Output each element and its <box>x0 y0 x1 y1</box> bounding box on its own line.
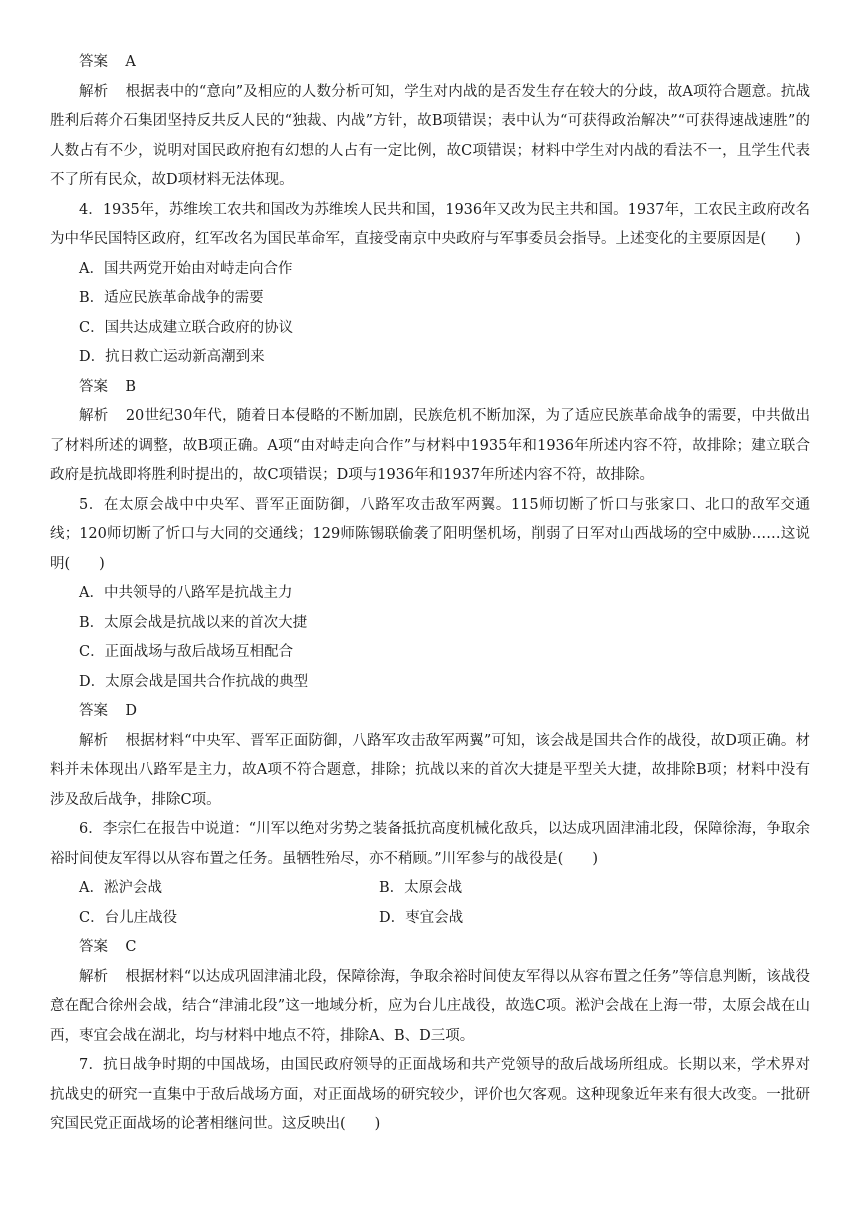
q6-analysis <box>50 963 810 1052</box>
answer-label: 答案 <box>79 54 108 70</box>
q5-option-b: B．太原会战是抗战以来的首次大捷 <box>79 614 308 631</box>
q4-stem: 4．1935年，苏维埃工农共和国改为苏维埃人民共和国，1936年又改为民主共和国。1937年，工农民主政府改名为中华民国特区政府，红军改名为国民革命军，直接受南京中央政府与军事委员会指导。上述变化的主要原因是( ) <box>50 201 810 247</box>
q4-analysis <box>50 402 810 491</box>
q5-option-d: D．太原会战是国共合作抗战的典型 <box>79 673 309 690</box>
q3-analysis <box>50 78 810 196</box>
q5-stem: 5．在太原会战中中央军、晋军正面防御，八路军攻击敌军两翼。115师切断了忻口与张家口、北口的敌军交通线；120师切断了忻口与大同的交通线；129师陈锡联偷袭了阳明堡机场，削弱了日军对山西战场的空中威胁……这说明( ) <box>50 496 810 572</box>
q6-stem: 6．李宗仁在报告中说道：“川军以绝对劣势之装备抵抗高度机械化敌兵，以达成巩固津浦北段，保障徐海，争取余裕时间使友军得以从容布置之任务。虽牺牲殆尽，亦不稍顾。”川军参与的战役是( ) <box>50 821 810 867</box>
q3-answer <box>50 48 810 78</box>
analysis-label: 解析 <box>79 968 109 985</box>
q5-analysis <box>50 727 810 816</box>
analysis-label: 解析 <box>79 732 109 749</box>
q4-option-a: A．国共两党开始由对峙走向合作 <box>79 260 293 277</box>
analysis-label: 解析 <box>79 408 109 424</box>
answer-value: C <box>125 939 137 955</box>
analysis-label: 解析 <box>79 83 109 100</box>
q5-option-a: A．中共领导的八路军是抗战主力 <box>79 585 293 601</box>
answer-value: D <box>125 703 138 719</box>
q4-option-c: C．国共达成建立联合政府的协议 <box>79 319 294 336</box>
q5-answer <box>50 697 810 727</box>
q6-option-c: C．台儿庄战役 <box>79 909 178 926</box>
answer-label: 答案 <box>79 703 108 719</box>
q4-answer <box>50 373 810 403</box>
q6-option-b: B．太原会战 <box>379 880 463 896</box>
q6-options-row-2 <box>50 904 810 934</box>
q6-options-row-1 <box>50 874 810 904</box>
answer-value: A <box>125 54 136 70</box>
answer-value: B <box>125 378 137 395</box>
analysis-text: 根据材料“中央军、晋军正面防御，八路军攻击敌军两翼”可知，该会战是国共合作的战役，故D项正确。材料并未体现出八路军是主力，故A项不符合题意，排除；抗战以来的首次大捷是平型关大捷，故排除B项；材料中没有涉及敌后战争，排除C项。 <box>50 732 810 808</box>
q4-option-b: B．适应民族革命战争的需要 <box>79 290 264 306</box>
q7-stem: 7．抗日战争时期的中国战场，由国民政府领导的正面战场和共产党领导的敌后战场所组成。长期以来，学术界对抗战史的研究一直集中于敌后战场方面，对正面战场的研究较少，评价也欠客观。这种现象近年来有很大改变。一批研究国民党正面战场的论著相继问世。这反映出( ) <box>50 1057 810 1132</box>
analysis-text: 根据材料“以达成巩固津浦北段，保障徐海，争取余裕时间使友军得以从容布置之任务”等信息判断，该战役意在配合徐州会战，结合“津浦北段”这一地域分析，应为台儿庄战役，故选C项。淞沪会战在上海一带，太原会战在山西，枣宜会战在湖北，均与材料中地点不符，排除A、B、D三项。 <box>50 968 811 1044</box>
q6-option-a: A．淞沪会战 <box>79 880 162 896</box>
q6-answer <box>50 933 810 963</box>
q5-option-c: C．正面战场与敌后战场互相配合 <box>79 644 294 660</box>
analysis-text: 根据表中的“意向”及相应的人数分析可知，学生对内战的是否发生存在较大的分歧，故A项符合题意。抗战胜利后蒋介石集团坚持反共反人民的“独裁、内战”方针，故B项错误；表中认为“可获得政治解决”“可获得速战速胜”的人数占有不少，说明对国民政府抱有幻想的人占有一定比例，故C项错误；材料中学生对内战的看法不一，且学生代表不了所有民众，故D项材料无法体现。 <box>50 83 810 188</box>
analysis-text: 20世纪30年代，随着日本侵略的不断加剧，民族危机不断加深，为了适应民族革命战争的需要，中共做出了材料所述的调整，故B项正确。A项“由对峙走向合作”与材料中1935年和1936年所述内容不符，故排除；建立联合政府是抗战即将胜利时提出的，故C项错误；D项与1936年和1937年所述内容不符，故排除。 <box>50 408 811 483</box>
q4-option-d: D．抗日救亡运动新高潮到来 <box>79 349 265 365</box>
answer-label: 答案 <box>79 378 108 395</box>
answer-label: 答案 <box>79 939 108 955</box>
q6-option-d: D．枣宜会战 <box>379 909 464 926</box>
